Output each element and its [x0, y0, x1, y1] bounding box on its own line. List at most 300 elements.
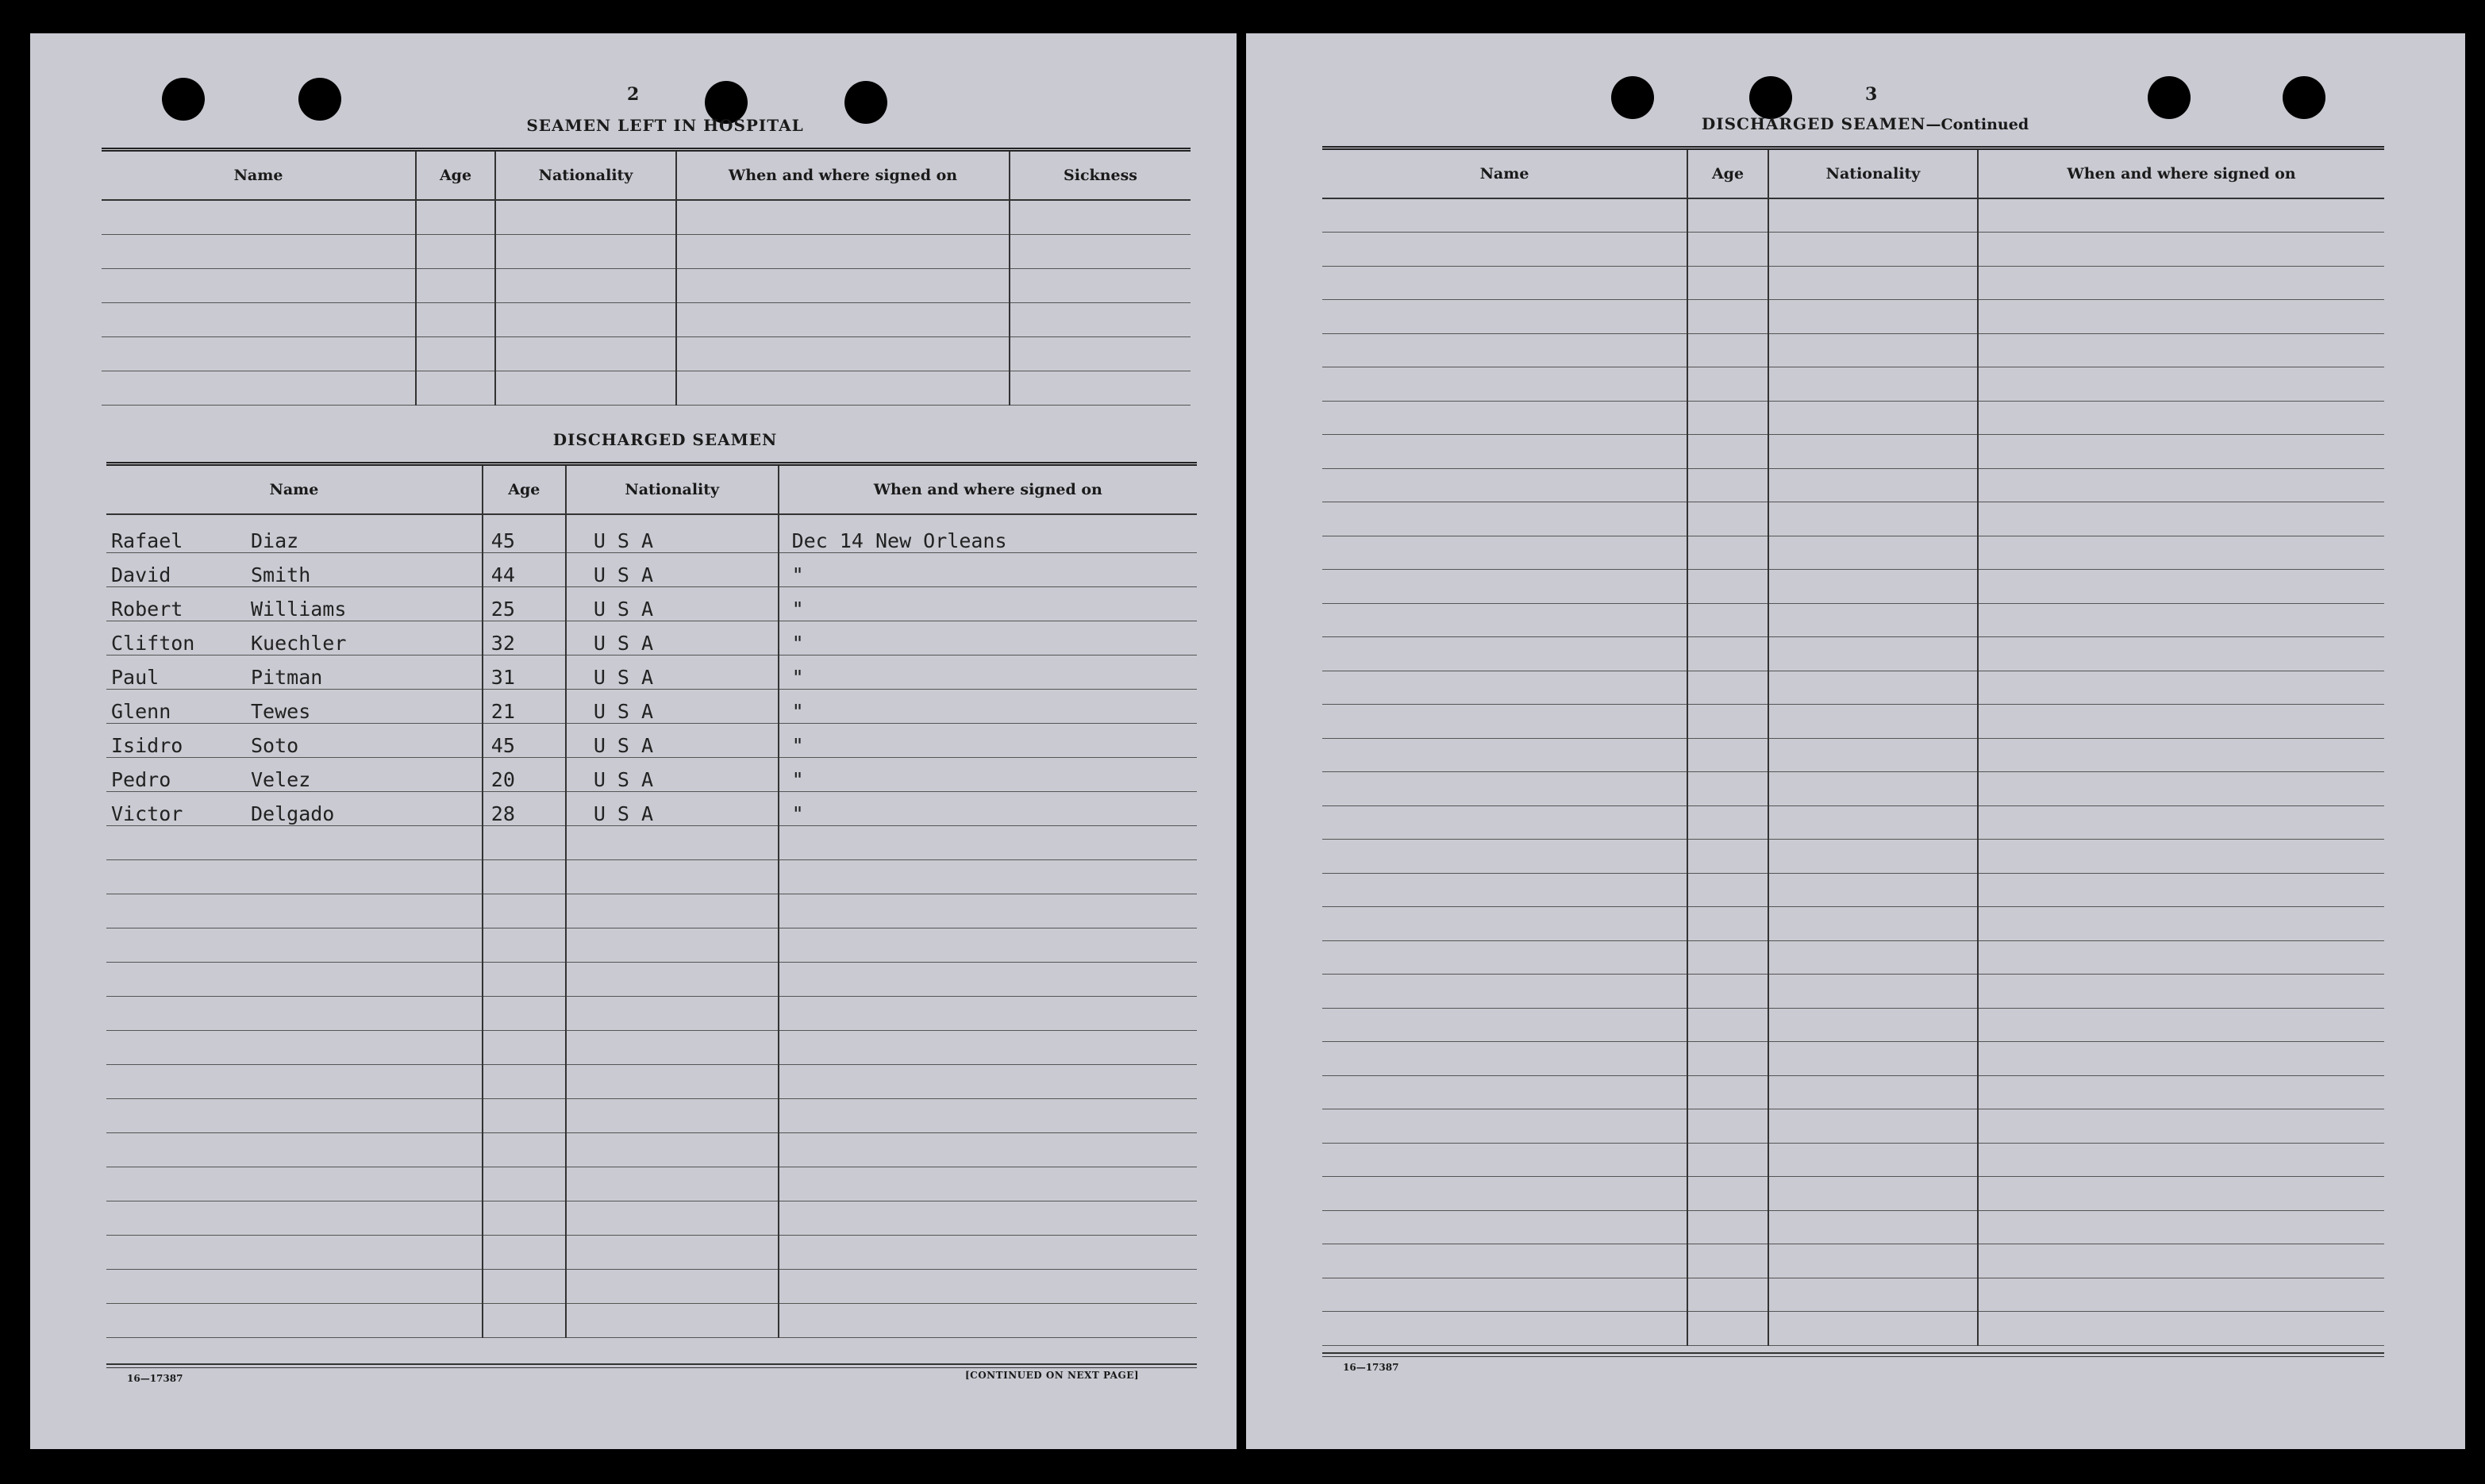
blank-cell: [566, 859, 779, 894]
age-cell: 20: [483, 757, 566, 791]
blank-cell: [1978, 536, 2384, 570]
blank-cell: [1768, 705, 1978, 739]
blank-cell: [483, 1098, 566, 1132]
discharged-continued-title: [1627, 114, 2103, 133]
blank-cell: [1768, 1177, 1978, 1211]
blank-row: [1322, 266, 2384, 300]
blank-cell: [1978, 1008, 2384, 1042]
blank-cell: [1687, 1278, 1768, 1312]
blank-row: [1322, 705, 2384, 739]
blank-cell: [106, 1132, 483, 1167]
blank-row: [1322, 1210, 2384, 1244]
blank-cell: [566, 1132, 779, 1167]
blank-cell: [1322, 1210, 1687, 1244]
blank-cell: [1978, 772, 2384, 806]
column-header-name: Name: [106, 464, 483, 515]
blank-cell: [1978, 401, 2384, 435]
blank-cell: [483, 1030, 566, 1064]
blank-cell: [1768, 198, 1978, 233]
first-name: Rafael: [111, 529, 183, 552]
table-row: [106, 552, 1197, 586]
blank-cell: [1687, 1143, 1768, 1177]
blank-cell: [102, 371, 416, 405]
signed-on-cell: ": [779, 655, 1197, 689]
blank-cell: [779, 825, 1197, 859]
blank-cell: [1322, 1042, 1687, 1076]
blank-row: [1322, 300, 2384, 334]
blank-cell: [1768, 840, 1978, 874]
bottom-rule: [1322, 1352, 2384, 1357]
blank-row: [1322, 435, 2384, 469]
blank-cell: [1687, 570, 1768, 604]
blank-cell: [1768, 468, 1978, 502]
first-name: Pedro: [111, 767, 171, 791]
blank-cell: [1687, 1042, 1768, 1076]
blank-cell: [1978, 940, 2384, 975]
blank-cell: [1978, 1244, 2384, 1278]
title-main: DISCHARGED SEAMEN: [1701, 114, 1926, 133]
blank-cell: [1322, 805, 1687, 840]
blank-cell: [1978, 435, 2384, 469]
age-cell: 31: [483, 655, 566, 689]
blank-cell: [106, 1235, 483, 1269]
punch-hole: [162, 78, 205, 121]
blank-cell: [1768, 435, 1978, 469]
blank-cell: [1768, 266, 1978, 300]
nationality-cell: U S A: [566, 586, 779, 621]
blank-cell: [1322, 940, 1687, 975]
left-page: [30, 33, 1237, 1449]
first-name: Robert: [111, 597, 183, 621]
blank-row: [1322, 536, 2384, 570]
blank-cell: [1768, 603, 1978, 637]
blank-cell: [1322, 468, 1687, 502]
blank-cell: [1322, 637, 1687, 671]
blank-row: [1322, 637, 2384, 671]
column-header-sickness: Sickness: [1010, 150, 1191, 201]
blank-row: [1322, 1143, 2384, 1177]
blank-cell: [1978, 1042, 2384, 1076]
blank-cell: [483, 1132, 566, 1167]
blank-cell: [566, 1201, 779, 1235]
blank-cell: [1687, 637, 1768, 671]
blank-cell: [483, 1201, 566, 1235]
first-name: Victor: [111, 802, 183, 825]
last-name: Soto: [251, 733, 299, 757]
blank-row: [106, 1201, 1197, 1235]
blank-cell: [676, 371, 1010, 405]
blank-cell: [676, 200, 1010, 234]
blank-cell: [779, 1269, 1197, 1303]
signed-on-cell: Dec 14 New Orleans: [779, 514, 1197, 552]
blank-row: [102, 336, 1191, 371]
blank-cell: [1322, 873, 1687, 907]
blank-cell: [1687, 805, 1768, 840]
blank-cell: [483, 962, 566, 996]
blank-cell: [1687, 671, 1768, 705]
blank-cell: [676, 234, 1010, 268]
column-header-nationality: Nationality: [495, 150, 676, 201]
blank-cell: [1768, 738, 1978, 772]
blank-row: [1322, 468, 2384, 502]
blank-cell: [1322, 536, 1687, 570]
age-cell: 45: [483, 723, 566, 757]
blank-cell: [1768, 1008, 1978, 1042]
blank-cell: [1322, 401, 1687, 435]
blank-cell: [1010, 336, 1191, 371]
blank-row: [106, 1303, 1197, 1337]
blank-row: [106, 859, 1197, 894]
blank-cell: [1768, 1075, 1978, 1109]
blank-cell: [1687, 468, 1768, 502]
first-name: Clifton: [111, 631, 195, 655]
blank-row: [1322, 502, 2384, 536]
blank-row: [106, 1235, 1197, 1269]
blank-cell: [416, 371, 495, 405]
blank-cell: [1978, 570, 2384, 604]
blank-row: [1322, 233, 2384, 267]
nationality-cell: U S A: [566, 552, 779, 586]
blank-cell: [1978, 637, 2384, 671]
blank-cell: [1768, 1312, 1978, 1346]
column-header-age: Age: [1687, 148, 1768, 199]
age-cell: 21: [483, 689, 566, 723]
blank-cell: [1978, 266, 2384, 300]
punch-hole: [1611, 76, 1654, 119]
hospital-table: [102, 148, 1191, 406]
blank-cell: [1978, 1278, 2384, 1312]
blank-cell: [483, 1269, 566, 1303]
blank-cell: [1687, 233, 1768, 267]
blank-cell: [1768, 333, 1978, 367]
blank-cell: [102, 234, 416, 268]
column-header-nationality: Nationality: [566, 464, 779, 515]
blank-cell: [1978, 1177, 2384, 1211]
blank-row: [102, 234, 1191, 268]
blank-cell: [1978, 333, 2384, 367]
last-name: Tewes: [251, 699, 311, 723]
age-cell: 32: [483, 621, 566, 655]
blank-cell: [495, 371, 676, 405]
blank-row: [1322, 940, 2384, 975]
blank-row: [102, 371, 1191, 405]
blank-cell: [779, 1235, 1197, 1269]
nationality-cell: U S A: [566, 757, 779, 791]
last-name: Delgado: [251, 802, 335, 825]
blank-cell: [676, 336, 1010, 371]
blank-row: [106, 1098, 1197, 1132]
blank-cell: [1978, 502, 2384, 536]
blank-row: [106, 1132, 1197, 1167]
punch-hole: [1749, 76, 1792, 119]
age-cell: 45: [483, 514, 566, 552]
blank-cell: [779, 1098, 1197, 1132]
blank-row: [1322, 805, 2384, 840]
signed-on-cell: ": [779, 757, 1197, 791]
right-page: [1246, 33, 2465, 1449]
blank-cell: [1010, 268, 1191, 302]
blank-cell: [1768, 1278, 1978, 1312]
blank-row: [1322, 840, 2384, 874]
signed-on-cell: ": [779, 586, 1197, 621]
blank-cell: [1978, 198, 2384, 233]
blank-cell: [566, 1098, 779, 1132]
blank-cell: [1687, 502, 1768, 536]
blank-cell: [1010, 302, 1191, 336]
blank-cell: [483, 894, 566, 928]
continued-note: [CONTINUED ON NEXT PAGE]: [965, 1370, 1140, 1381]
blank-cell: [1687, 1109, 1768, 1144]
blank-cell: [495, 200, 676, 234]
blank-cell: [566, 1303, 779, 1337]
punch-hole: [2148, 76, 2191, 119]
blank-cell: [1322, 603, 1687, 637]
table-row: [106, 514, 1197, 552]
blank-row: [1322, 671, 2384, 705]
blank-cell: [1322, 1075, 1687, 1109]
last-name: Velez: [251, 767, 311, 791]
blank-cell: [1322, 502, 1687, 536]
blank-row: [106, 928, 1197, 962]
blank-cell: [1687, 367, 1768, 402]
blank-cell: [483, 996, 566, 1030]
blank-cell: [566, 894, 779, 928]
age-cell: 25: [483, 586, 566, 621]
blank-cell: [1322, 1177, 1687, 1211]
blank-cell: [483, 1167, 566, 1201]
blank-row: [1322, 738, 2384, 772]
blank-cell: [779, 1030, 1197, 1064]
nationality-cell: U S A: [566, 655, 779, 689]
blank-cell: [1687, 975, 1768, 1009]
blank-cell: [1687, 873, 1768, 907]
blank-cell: [566, 928, 779, 962]
blank-row: [102, 268, 1191, 302]
blank-cell: [1978, 671, 2384, 705]
name-cell: [106, 791, 483, 825]
nationality-cell: U S A: [566, 514, 779, 552]
blank-row: [1322, 975, 2384, 1009]
blank-cell: [1322, 266, 1687, 300]
column-header-age: Age: [416, 150, 495, 201]
last-name: Kuechler: [251, 631, 347, 655]
blank-row: [1322, 1008, 2384, 1042]
blank-cell: [495, 268, 676, 302]
blank-cell: [495, 336, 676, 371]
blank-cell: [779, 1064, 1197, 1098]
blank-cell: [1768, 536, 1978, 570]
blank-cell: [1978, 1075, 2384, 1109]
blank-cell: [1010, 371, 1191, 405]
blank-cell: [1768, 637, 1978, 671]
blank-cell: [106, 996, 483, 1030]
blank-cell: [1978, 468, 2384, 502]
blank-cell: [1687, 536, 1768, 570]
blank-row: [1322, 873, 2384, 907]
blank-cell: [1322, 233, 1687, 267]
blank-cell: [106, 1030, 483, 1064]
blank-row: [1322, 570, 2384, 604]
form-code: 16—17387: [127, 1373, 183, 1384]
blank-row: [1322, 1042, 2384, 1076]
bottom-rule: [106, 1363, 1197, 1368]
blank-cell: [1322, 1312, 1687, 1346]
last-name: Diaz: [251, 529, 299, 552]
blank-cell: [1322, 671, 1687, 705]
name-cell: [106, 655, 483, 689]
blank-cell: [1687, 333, 1768, 367]
blank-cell: [1768, 907, 1978, 941]
page-number: 3: [1865, 84, 1878, 105]
blank-cell: [102, 200, 416, 234]
blank-cell: [1322, 1109, 1687, 1144]
blank-cell: [1978, 367, 2384, 402]
blank-cell: [1687, 435, 1768, 469]
blank-row: [1322, 1109, 2384, 1144]
blank-cell: [102, 302, 416, 336]
first-name: Paul: [111, 665, 160, 689]
blank-cell: [1687, 266, 1768, 300]
blank-cell: [416, 336, 495, 371]
blank-cell: [1978, 975, 2384, 1009]
blank-cell: [1768, 1109, 1978, 1144]
blank-cell: [779, 996, 1197, 1030]
discharged-table: [106, 462, 1197, 1338]
nationality-cell: U S A: [566, 791, 779, 825]
column-header-nationality: Nationality: [1768, 148, 1978, 199]
blank-cell: [676, 268, 1010, 302]
blank-cell: [1687, 401, 1768, 435]
blank-cell: [1768, 233, 1978, 267]
blank-cell: [566, 996, 779, 1030]
blank-cell: [1978, 1143, 2384, 1177]
blank-row: [106, 1167, 1197, 1201]
blank-cell: [1978, 840, 2384, 874]
blank-cell: [1768, 401, 1978, 435]
column-header-name: Name: [102, 150, 416, 201]
blank-cell: [483, 825, 566, 859]
blank-row: [1322, 367, 2384, 402]
blank-cell: [1687, 1075, 1768, 1109]
blank-cell: [416, 200, 495, 234]
blank-cell: [1322, 1143, 1687, 1177]
signed-on-cell: ": [779, 689, 1197, 723]
blank-cell: [1322, 367, 1687, 402]
title-suffix: —Continued: [1925, 116, 2029, 133]
blank-cell: [1687, 1244, 1768, 1278]
blank-cell: [483, 1064, 566, 1098]
last-name: Smith: [251, 563, 311, 586]
blank-cell: [566, 962, 779, 996]
blank-cell: [416, 268, 495, 302]
form-code: 16—17387: [1343, 1362, 1399, 1373]
blank-cell: [1768, 300, 1978, 334]
blank-cell: [779, 928, 1197, 962]
blank-cell: [779, 962, 1197, 996]
nationality-cell: U S A: [566, 723, 779, 757]
blank-cell: [1687, 1177, 1768, 1211]
blank-cell: [1687, 1008, 1768, 1042]
blank-cell: [1322, 300, 1687, 334]
blank-cell: [1978, 1312, 2384, 1346]
blank-cell: [1768, 502, 1978, 536]
signed-on-cell: ": [779, 791, 1197, 825]
name-cell: [106, 621, 483, 655]
blank-cell: [1010, 200, 1191, 234]
blank-row: [102, 302, 1191, 336]
blank-cell: [1687, 1312, 1768, 1346]
blank-cell: [1768, 1244, 1978, 1278]
blank-row: [1322, 1278, 2384, 1312]
blank-cell: [566, 1030, 779, 1064]
blank-cell: [1978, 603, 2384, 637]
blank-row: [1322, 907, 2384, 941]
blank-cell: [1768, 940, 1978, 975]
blank-cell: [483, 928, 566, 962]
name-cell: [106, 757, 483, 791]
blank-cell: [1322, 435, 1687, 469]
blank-cell: [566, 1064, 779, 1098]
table-row: [106, 586, 1197, 621]
blank-cell: [1768, 772, 1978, 806]
blank-cell: [1322, 570, 1687, 604]
blank-cell: [1768, 570, 1978, 604]
blank-cell: [483, 1235, 566, 1269]
name-cell: [106, 689, 483, 723]
blank-cell: [1978, 738, 2384, 772]
blank-row: [1322, 1244, 2384, 1278]
blank-cell: [106, 1098, 483, 1132]
column-header-when-and-where-signed-on: When and where signed on: [676, 150, 1010, 201]
blank-cell: [1978, 300, 2384, 334]
blank-cell: [779, 1167, 1197, 1201]
blank-cell: [1768, 671, 1978, 705]
blank-cell: [779, 1303, 1197, 1337]
nationality-cell: U S A: [566, 621, 779, 655]
first-name: Isidro: [111, 733, 183, 757]
blank-cell: [1322, 1278, 1687, 1312]
blank-row: [1322, 1075, 2384, 1109]
blank-cell: [106, 859, 483, 894]
table-row: [106, 757, 1197, 791]
signed-on-cell: ": [779, 723, 1197, 757]
blank-row: [1322, 1312, 2384, 1346]
blank-cell: [1010, 234, 1191, 268]
signed-on-cell: ": [779, 552, 1197, 586]
blank-row: [106, 825, 1197, 859]
age-cell: 28: [483, 791, 566, 825]
blank-cell: [566, 825, 779, 859]
last-name: Williams: [251, 597, 347, 621]
blank-cell: [1768, 1042, 1978, 1076]
blank-cell: [1322, 198, 1687, 233]
last-name: Pitman: [251, 665, 323, 689]
blank-row: [106, 962, 1197, 996]
blank-cell: [106, 962, 483, 996]
blank-row: [1322, 333, 2384, 367]
column-header-name: Name: [1322, 148, 1687, 199]
blank-cell: [483, 1303, 566, 1337]
table-row: [106, 621, 1197, 655]
discharged-section-title: DISCHARGED SEAMEN: [552, 430, 778, 449]
blank-cell: [106, 894, 483, 928]
table-row: [106, 791, 1197, 825]
nationality-cell: U S A: [566, 689, 779, 723]
blank-cell: [483, 859, 566, 894]
blank-cell: [1768, 367, 1978, 402]
blank-cell: [1978, 1109, 2384, 1144]
blank-cell: [1978, 233, 2384, 267]
